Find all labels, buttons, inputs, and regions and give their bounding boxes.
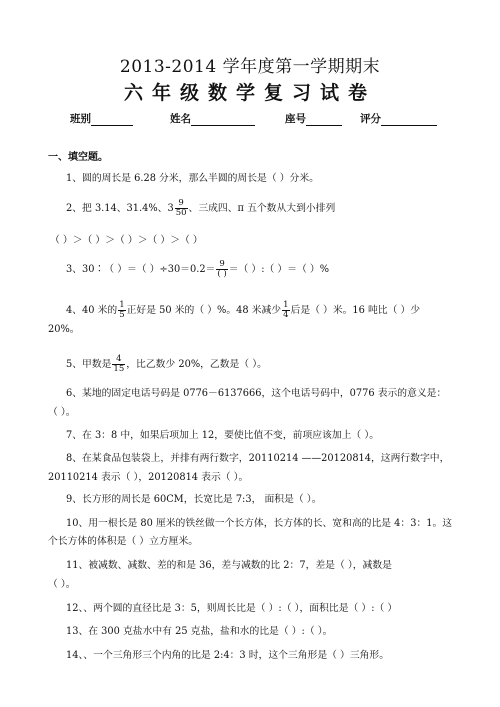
exam-title: 2013-2014 学年度第一学期期末 bbox=[119, 57, 381, 77]
question-5-text: 5、甲数是 bbox=[66, 359, 112, 370]
question-11-continued: （ ）。 bbox=[48, 579, 76, 590]
fraction-denominator: ( ) bbox=[217, 269, 227, 279]
question-8-continued: 20110214 表示（ ），20120814 表示（ ）。 bbox=[48, 472, 249, 483]
score-blank[interactable] bbox=[381, 114, 437, 126]
class-blank[interactable] bbox=[91, 114, 133, 126]
score-field[interactable] bbox=[360, 111, 437, 126]
question-9: 9、长方形的周长是 60CM，长宽比是 7:3， 面积是（ ）。 bbox=[66, 494, 322, 505]
question-4-text-mid: 正好是 50 米的（ ）%。48 米减少 bbox=[126, 305, 282, 316]
fraction-numerator: 1 bbox=[119, 300, 125, 310]
question-3-text-end: ＝（ ）:（ ）＝（ ）% bbox=[228, 264, 330, 275]
seat-blank[interactable] bbox=[306, 114, 342, 126]
question-13: 13、在 300 克盐水中有 25 克盐，盐和水的比是（ ）:（ ）。 bbox=[66, 626, 333, 637]
fraction-numerator: 9 bbox=[216, 260, 227, 270]
question-5-text-end: ，比乙数少 20%，乙数是（ ）。 bbox=[126, 359, 267, 370]
question-12: 12、、两个圆的直径比是 3：5，则周长比是（ ）:（ ），面积比是（ ）:（ ） bbox=[66, 603, 398, 614]
question-11: 11、被减数、减数、差的和是 36，差与减数的比 2：7，差是（ ），减数是 bbox=[66, 560, 392, 571]
question-4-fraction-2 bbox=[282, 301, 289, 320]
fraction-denominator: 50 bbox=[175, 208, 187, 218]
section-heading: 一、填空题。 bbox=[48, 152, 108, 163]
question-2 bbox=[66, 199, 335, 218]
seat-label: 座号 bbox=[285, 113, 306, 125]
question-2-fraction bbox=[175, 199, 188, 218]
fraction-numerator: 4 bbox=[112, 355, 125, 365]
fraction-numerator: 1 bbox=[283, 300, 289, 310]
question-3-fraction bbox=[216, 260, 227, 279]
question-5 bbox=[66, 355, 267, 374]
question-3 bbox=[66, 260, 329, 279]
question-1: 1、圆的周长是 6.28 分米，那么半圆的周长是（ ）分米。 bbox=[66, 173, 319, 184]
seat-field[interactable] bbox=[285, 111, 342, 126]
score-label: 评分 bbox=[360, 113, 381, 125]
name-blank[interactable] bbox=[191, 114, 255, 126]
name-label: 姓名 bbox=[170, 113, 191, 125]
question-10: 10、用一根长是 80 厘米的铁丝做一个长方体，长方体的长、宽和高的比是 4：3：1。这 bbox=[66, 518, 453, 529]
question-6: 6、某地的固定电话号码是 0776－6137666，这个电话号码中，0776 表示的意义是： bbox=[66, 388, 447, 399]
question-3-text: 3、30∶（ ）＝（ ）÷30＝0.2＝ bbox=[66, 264, 216, 275]
question-2-answer-line: （ ）＞（ ）＞（ ）＞（ ）＞（ ） bbox=[50, 235, 203, 246]
class-label: 班别 bbox=[70, 113, 91, 125]
fraction-numerator: 9 bbox=[175, 199, 188, 209]
question-14: 14、、一个三角形三个内角的比是 2:4：3 时，这个三角形是（ ）三角形。 bbox=[66, 650, 390, 661]
name-field[interactable] bbox=[170, 111, 255, 126]
question-5-fraction bbox=[112, 355, 125, 374]
question-4 bbox=[66, 301, 420, 320]
question-6-continued: （ ）。 bbox=[48, 407, 76, 418]
question-7: 7、在 3：8 中，如果后项加上 12，要使比值不变，前项应该加上（ ）。 bbox=[66, 430, 380, 441]
question-8: 8、在某食品包装袋上，并排有两行数字，20110214 ——20120814，这两行数字中， bbox=[66, 453, 450, 464]
class-field[interactable] bbox=[70, 111, 133, 126]
question-4-text: 4、40 米的 bbox=[66, 305, 118, 316]
question-4-continued: 20%。 bbox=[48, 324, 80, 335]
fraction-denominator: 15 bbox=[113, 364, 125, 374]
question-10-continued: 个长方体的体积是（ ）立方厘米。 bbox=[48, 536, 199, 547]
question-2-text: 2、把 3.14、31.4%、3 bbox=[66, 203, 174, 214]
question-2-text-end: 、三成四、π 五个数从大到小排列 bbox=[188, 203, 336, 214]
student-info-row bbox=[70, 111, 450, 127]
exam-subtitle: 六年级数学复习试卷 bbox=[123, 82, 376, 104]
fraction-denominator: 4 bbox=[283, 310, 289, 320]
fraction-denominator: 5 bbox=[119, 310, 125, 320]
question-4-text-end: 后是（ ）米。16 吨比（ ）少 bbox=[290, 305, 421, 316]
question-4-fraction-1 bbox=[118, 301, 125, 320]
